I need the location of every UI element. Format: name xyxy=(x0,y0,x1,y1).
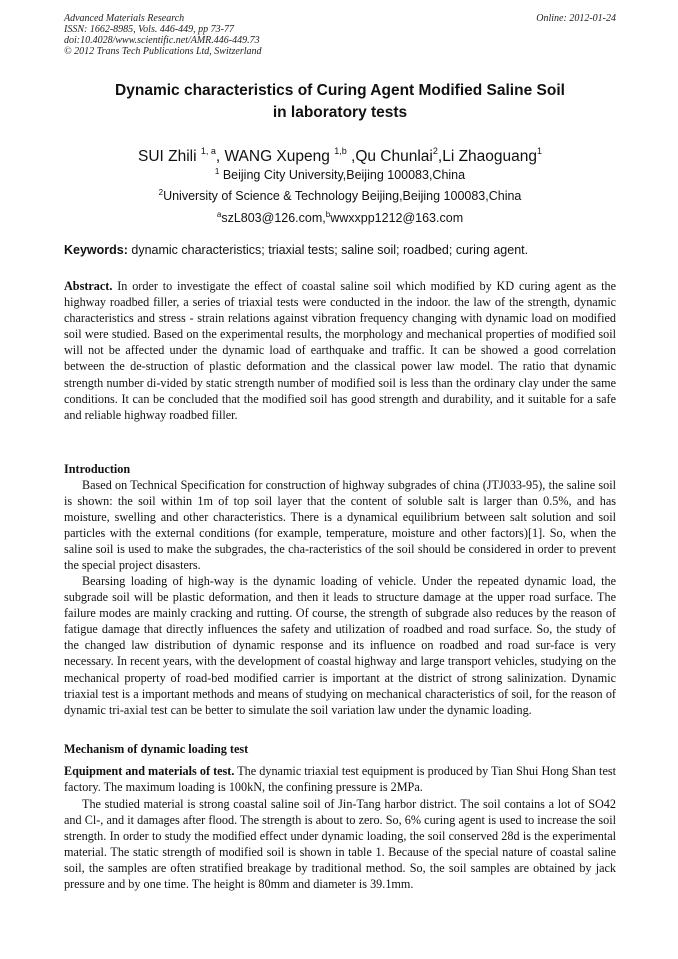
introduction-heading: Introduction xyxy=(64,462,131,476)
author-3-sup: 2 xyxy=(432,146,438,156)
online-date: Online: 2012-01-24 xyxy=(536,13,616,24)
email-a[interactable]: szL803@126.com, xyxy=(221,211,326,225)
email-line xyxy=(64,207,616,226)
keywords xyxy=(64,242,616,258)
author-2: , WANG Xupeng xyxy=(215,148,335,165)
affiliation-2-text: University of Science & Technology Beijing,Beijing 100083,China xyxy=(163,189,522,203)
author-2-sup: 1,b xyxy=(334,146,347,156)
mechanism-paragraph-1 xyxy=(64,763,616,795)
mechanism-paragraph-2: The studied material is strong coastal saline soil of Jin-Tang harbor district. The soil contains a lot of SO42 and Cl-, and it damages after flood. The strength is about to zero. So, 6% curing agent is used to increase the soil strength. In order to study the modified effect under dynamic loading, the soil conserved 28d is the experimental material. The static strength of modified soil is shown in table 1. Because of the special nature of coastal saline soil, the samples are often stratified breakage by traditional method. So, the soil samples are obtained by jack pressure and by one time. The height is 80mm and diameter is 39.1mm. xyxy=(64,797,616,892)
title-line-2: in laboratory tests xyxy=(272,104,408,121)
abstract-label: Abstract. xyxy=(64,279,113,293)
author-4-sup: 1 xyxy=(537,146,543,156)
issn-line: ISSN: 1662-8985, Vols. 446-449, pp 73-77 xyxy=(64,24,234,35)
keywords-text: dynamic characteristics; triaxial tests; saline soil; roadbed; curing agent. xyxy=(127,243,529,257)
affiliation-2 xyxy=(64,185,616,204)
author-1-sup: 1, a xyxy=(200,146,216,156)
mechanism-lead: Equipment and materials of test. xyxy=(64,764,235,778)
email-b-sup: b xyxy=(325,210,331,219)
title-line-1: Dynamic characteristics of Curing Agent Modified Saline Soil xyxy=(115,82,565,99)
abstract xyxy=(64,278,616,423)
affiliation-1 xyxy=(64,164,616,183)
email-a-sup: a xyxy=(216,210,222,219)
affiliation-1-sup: 1 xyxy=(214,167,220,176)
keywords-label: Keywords: xyxy=(64,243,128,257)
introduction-paragraph-2: Bearsing loading of high-way is the dynamic loading of vehicle. Under the repeated dynamic load, the subgrade soil will be plastic deformation, and then it leads to structure damage at the upper road surface. The failure modes are mainly cracking and rutting. Of course, the strength of subgrade also reduces by the reason of fatigue damage that directly influences the safety and utilization of roadbed and road surface. So, the study of the changed law distribution of dynamic response and its influence on roadbed and road sur-face is very necessary. In recent years, with the development of coastal highway and large transport vehicles, studying on the mechanical property of road-bed modified carrier is important at the district of strong salinization. Dynamic triaxial test is a important methods and means of studying on mechanical characteristics of soil, for the reason of dynamic tri-axial test can be better to simulate the soil variation law under the dynamic loading. xyxy=(64,574,616,717)
author-4: ,Li Zhaoguang xyxy=(437,148,537,165)
introduction-paragraph-1: Based on Technical Specification for construction of highway subgrades of china (JTJ033-95), the saline soil is shown: the soil within 1m of top soil layer that the content of soluble salt is larger than 0.5%, and has moisture, swelling and other characteristics. There is a dynamical equilibrium between salt solution and soil particles with the external conditions (for example, temperature, moisture and other factors)[1]. So, when the saline soil is used to make the subgrades, the cha-racteristics of the soil should be considered in order to prevent the special project disasters. xyxy=(64,478,616,573)
mechanism-heading: Mechanism of dynamic loading test xyxy=(64,742,249,756)
affiliation-2-sup: 2 xyxy=(158,188,164,197)
mechanism-paragraph-1-text: The dynamic triaxial test equipment is produced by Tian Shui Hong Shan test factory. The maximum loading is 100kN, the confining pressure is 2MPa. xyxy=(64,764,616,795)
author-1: SUI Zhili xyxy=(137,148,201,165)
journal-name: Advanced Materials Research xyxy=(64,13,185,24)
email-b[interactable]: wwxxpp1212@163.com xyxy=(330,211,464,225)
copyright-line: © 2012 Trans Tech Publications Ltd, Switzerland xyxy=(64,46,262,57)
affiliation-1-text: Beijing City University,Beijing 100083,China xyxy=(219,168,466,182)
author-3: ,Qu Chunlai xyxy=(346,148,433,165)
doi-line: doi:10.4028/www.scientific.net/AMR.446-449.73 xyxy=(64,35,260,46)
abstract-text: In order to investigate the effect of coastal saline soil which modified by KD curing agent as the highway roadbed filler, a series of triaxial tests were conducted in the indoor. the law of the strength, dynamic characteristics and stress - strain relations against vibration frequency changing with dynamic load on modified soil were studied. Based on the experimental results, the morphology and mechanical properties of modified soil will not be affected under the dynamic load of earthquake and traffic. It can be showed a good correlation between the de-struction of plastic deformation and the classical power law model. The ratio that dynamic strength number di-vided by static strength number of modified soil is less than the ordinary clay under the same conditions. It can be concluded that the modified soil has good strength and durability, and it suitable for a safe and reliable highway roadbed filler. xyxy=(64,279,616,422)
journal-header xyxy=(64,13,616,57)
paper-title xyxy=(64,80,616,124)
